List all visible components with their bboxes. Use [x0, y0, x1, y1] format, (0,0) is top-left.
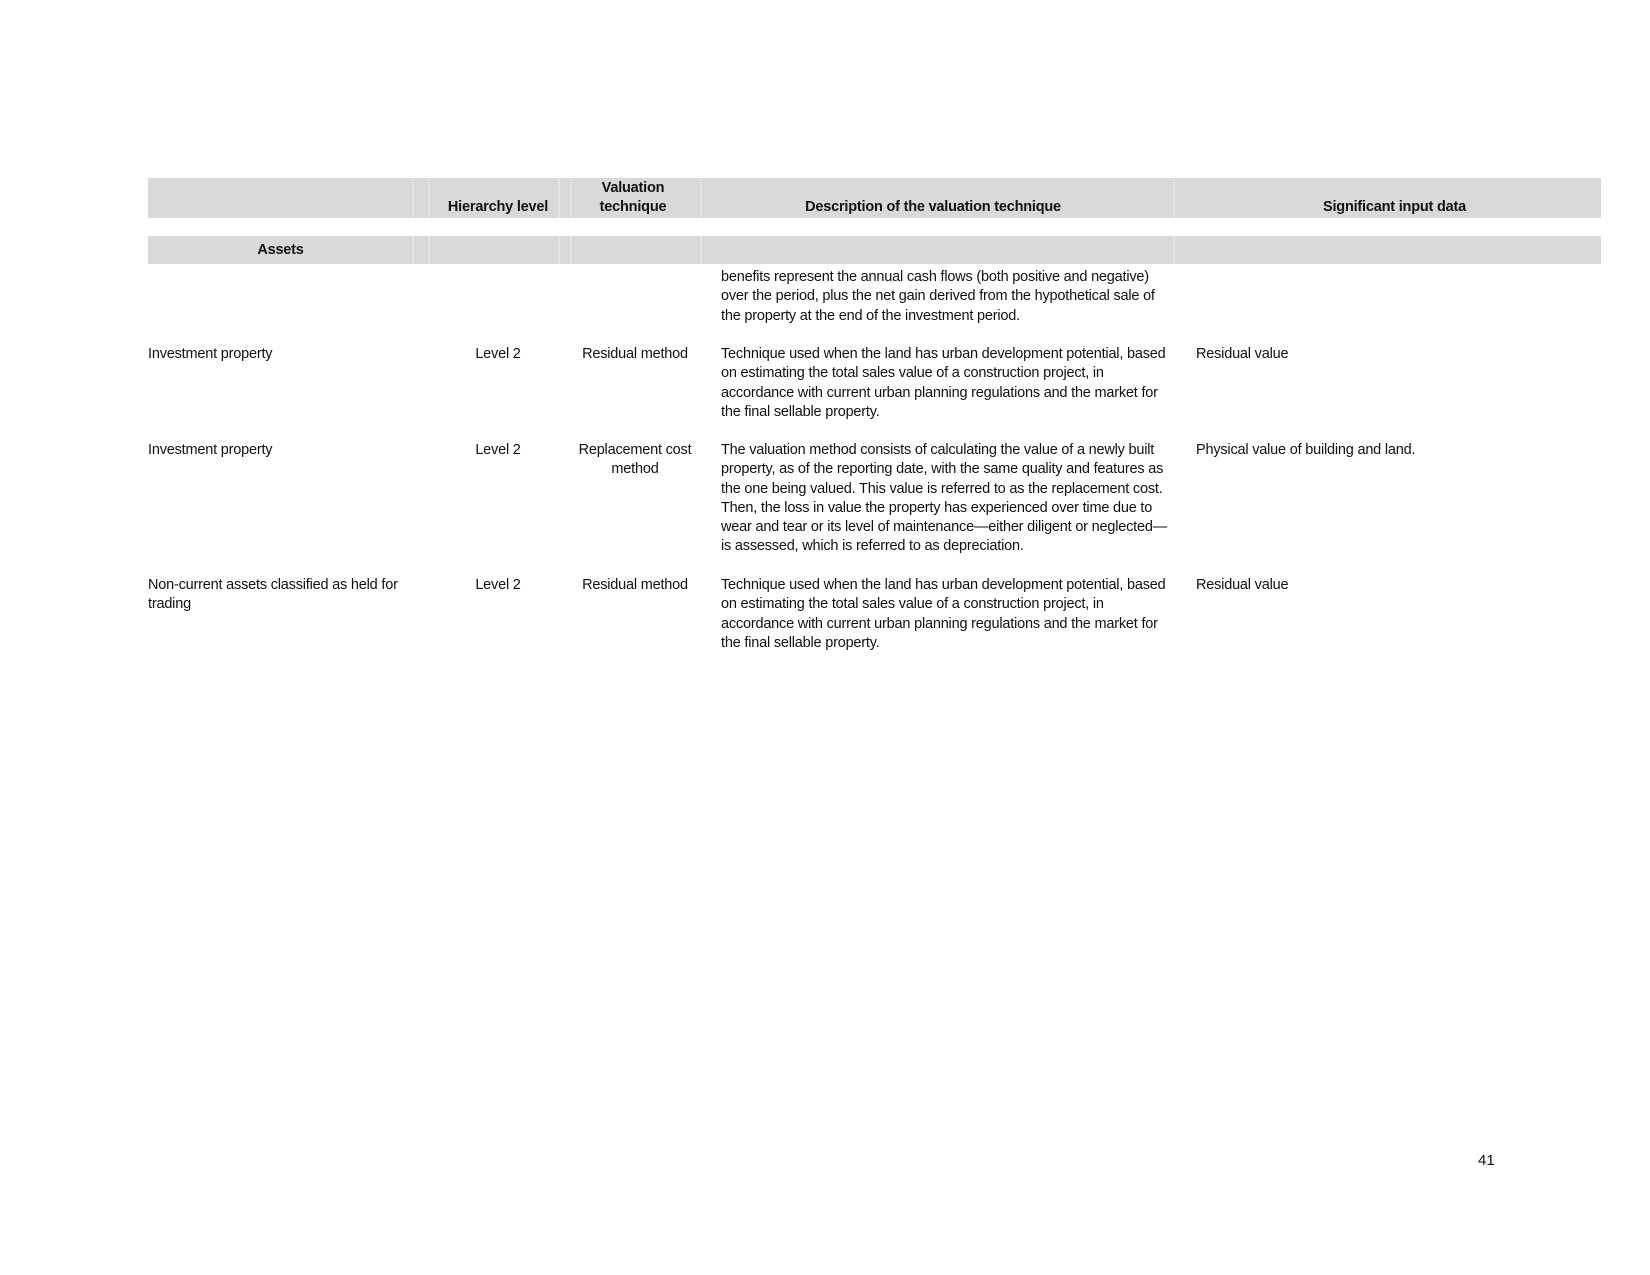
column-separator — [412, 178, 414, 218]
description-cell: benefits represent the annual cash flows (both positive and negative) over the period, plus the net gain derived from the hypothetical sale of the property at the end of the investment period. — [721, 269, 1155, 324]
valuation-technique-cell: Residual method — [582, 346, 688, 362]
hierarchy-level-cell: Level 2 — [475, 346, 521, 362]
valuation-technique-cell: Residual method — [582, 577, 688, 593]
column-separator — [1173, 236, 1175, 264]
column-separator — [700, 236, 702, 264]
column-separator — [428, 236, 430, 264]
column-separator — [570, 236, 572, 264]
item-cell: Non-current assets classified as held for trading — [148, 577, 398, 613]
page-number: 41 — [1478, 1152, 1495, 1169]
item-cell: Investment property — [148, 346, 273, 362]
hierarchy-level-cell: Level 2 — [475, 577, 521, 593]
header-description: Description of the valuation technique — [805, 199, 1061, 215]
significant-input-cell: Residual value — [1196, 346, 1289, 362]
header-significant-input: Significant input data — [1322, 199, 1466, 215]
column-separator — [1173, 178, 1175, 218]
description-cell: The valuation method consists of calculating the value of a newly built property, as of the reporting date, with the same quality and features as the one being valued. This value is referred to as the replacement cost. Then, the loss in value the property has experienced over time due to wear and tear or its level of maintenance—either diligent or neglected—is assessed, which is referred to as depreciation. — [721, 442, 1168, 555]
item-cell: Investment property — [148, 442, 273, 458]
description-cell: Technique used when the land has urban development potential, based on estimating the total sales value of a construction project, in accordance with current urban planning regulations and the market for the final sellable property. — [721, 346, 1166, 420]
description-cell: Technique used when the land has urban development potential, based on estimating the total sales value of a construction project, in accordance with current urban planning regulations and the market for the final sellable property. — [721, 577, 1166, 651]
column-separator — [428, 178, 430, 218]
header-valuation-technique: Valuation technique — [599, 180, 667, 215]
section-label-assets: Assets — [257, 242, 304, 258]
hierarchy-level-cell: Level 2 — [475, 442, 521, 458]
column-separator — [700, 178, 702, 218]
column-separator — [558, 236, 560, 264]
significant-input-cell: Physical value of building and land. — [1196, 442, 1416, 458]
column-separator — [558, 178, 560, 218]
valuation-technique-cell: Replacement cost method — [578, 442, 692, 478]
header-hierarchy-level: Hierarchy level — [447, 199, 549, 215]
significant-input-cell: Residual value — [1196, 577, 1289, 593]
